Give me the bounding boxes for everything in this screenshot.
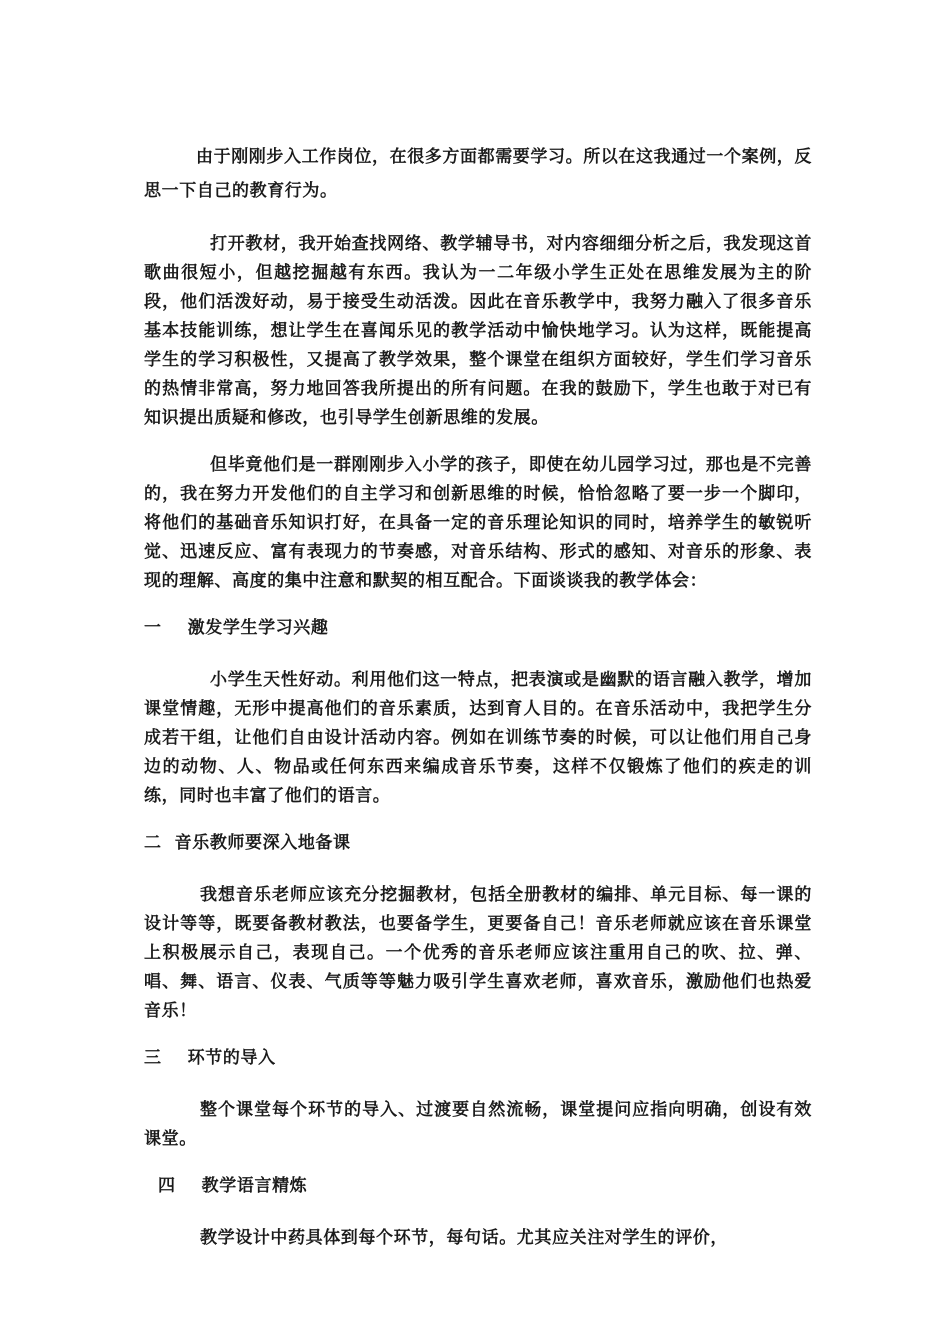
body-paragraph: 整个课堂每个环节的导入、过渡要自然流畅，课堂提问应指向明确，创设有效课堂。 [144,1100,812,1149]
body-paragraph: 我想音乐老师应该充分挖掘教材，包括全册教材的编排、单元目标、每一课的设计等等，既要备教材教法，也要备学生，更要备自己！音乐老师就应该在音乐课堂上积极展示自己，表现自己。一个优秀的音乐老师应该注重用自己的吹、拉、弹、唱、舞、语言、仪表、气质等等魅力吸引学生喜欢老师，喜欢音乐，激励他们也热爱音乐！ [144,885,812,1021]
body-paragraph: 但毕竟他们是一群刚刚步入小学的孩子，即使在幼儿园学习过，那也是不完善的，我在努力开发他们的自主学习和创新思维的时候，恰恰忽略了要一步一个脚印，将他们的基础音乐知识打好，在具备一定的音乐理论知识的同时，培养学生的敏锐听觉、迅速反应、富有表现力的节奏感，对音乐结构、形式的感知、对音乐的形象、表现的理解、高度的集中注意和默契的相互配合。下面谈谈我的教学体会： [144,455,812,591]
section-heading: 一 激发学生学习兴趣 [144,618,329,638]
body-paragraph: 教学设计中药具体到每个环节，每句话。尤其应关注对学生的评价， [200,1228,728,1248]
body-paragraph: 打开教材，我开始查找网络、教学辅导书，对内容细细分析之后，我发现这首歌曲很短小，但越挖掘越有东西。我认为一二年级小学生正处在思维发展为主的阶段，他们活泼好动，易于接受生动活泼。因此在音乐教学中，我努力融入了很多音乐基本技能训练，想让学生在喜闻乐见的教学活动中愉快地学习。认为这样，既能提高学生的学习积极性，又提高了教学效果，整个课堂在组织方面较好，学生们学习音乐的热情非常高，努力地回答我所提出的所有问题。在我的鼓励下，学生也敢于对已有知识提出质疑和修改，也引导学生创新思维的发展。 [144,234,812,428]
section-heading: 三 环节的导入 [144,1048,276,1068]
section-heading: 四 教学语言精炼 [158,1176,308,1196]
document-body [144,140,812,1271]
section-heading: 二 音乐教师要深入地备课 [144,833,351,853]
body-paragraph: 小学生天性好动。利用他们这一特点，把表演或是幽默的语言融入教学，增加课堂情趣，无形中提高他们的音乐素质，达到育人目的。在音乐活动中，我把学生分成若干组，让他们自由设计活动内容。例如在训练节奏的时候，可以让他们用自己身边的动物、人、物品或任何东西来编成音乐节奏，这样不仅锻炼了他们的疾走的训练，同时也丰富了他们的语言。 [144,670,812,806]
intro-paragraph: 由于刚刚步入工作岗位，在很多方面都需要学习。所以在这我通过一个案例，反思一下自己的教育行为。 [144,147,812,201]
